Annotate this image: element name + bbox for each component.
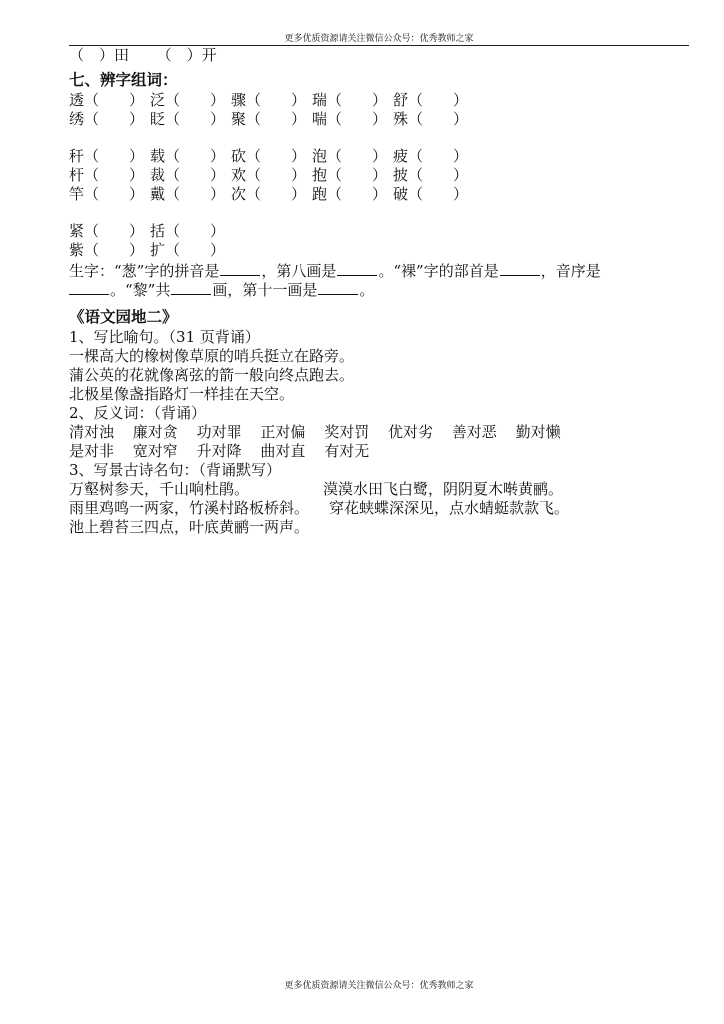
simile-line: 北极星像盏指路灯一样挂在天空。	[69, 385, 295, 403]
poem-line: 漠漠水田飞白鹭，阴阴夏木啭黄鹂。	[323, 480, 564, 498]
antonym-row-1	[69, 423, 691, 442]
poem-line: 万壑树参天，千山响杜鹃。	[69, 480, 250, 498]
page-header: 更多优质资源请关注微信公众号：优秀教师之家	[284, 34, 474, 44]
poem-line: 雨里鸡鸣一两家，竹溪村路板桥斜。	[69, 499, 310, 517]
word-cell: 舒（ ）	[393, 91, 469, 109]
word-cell: 裁（ ）	[150, 166, 226, 184]
word-cell: 骤（ ）	[231, 91, 307, 109]
answer-blank[interactable]	[500, 260, 540, 276]
word-row	[69, 166, 691, 185]
shengzi-question-line1	[69, 260, 691, 279]
yuanwen-title: 《语文园地二》	[69, 308, 178, 326]
answer-blank[interactable]	[220, 260, 260, 276]
word-group-2	[69, 147, 691, 204]
antonym-pair: 宽对窄	[132, 442, 178, 460]
antonym-pair: 奖对罚	[324, 423, 370, 441]
shengzi-text: 生字：“葱”字的拼音是	[69, 262, 220, 280]
antonym-pair: 是对非	[69, 442, 115, 460]
word-cell: 破（ ）	[393, 185, 469, 203]
top-fill-line	[69, 46, 691, 65]
item2-title: 2、反义词：（背诵）	[69, 404, 207, 422]
poem-row-1	[69, 480, 691, 499]
word-cell: 载（ ）	[150, 147, 226, 165]
worksheet-content	[69, 46, 691, 537]
antonym-row-2	[69, 442, 691, 461]
antonym-pair: 功对罪	[196, 423, 242, 441]
word-cell: 欢（ ）	[231, 166, 307, 184]
poem-row-3: 池上碧苔三四点，叶底黄鹂一两声。	[69, 518, 310, 536]
answer-blank[interactable]	[337, 260, 377, 276]
word-cell: 扩（ ）	[150, 241, 226, 259]
fill-tian: （ ）田	[69, 46, 130, 64]
word-cell: 喘（ ）	[312, 110, 388, 128]
item3-title: 3、写景古诗名句：（背诵默写）	[69, 461, 282, 479]
word-row	[69, 185, 691, 204]
word-cell: 透（ ）	[69, 91, 145, 109]
word-row	[69, 222, 691, 241]
word-cell: 杆（ ）	[69, 166, 145, 184]
word-group-1	[69, 91, 691, 129]
simile-line: 一棵高大的橡树像草原的哨兵挺立在路旁。	[69, 347, 355, 365]
word-cell: 跑（ ）	[312, 185, 388, 203]
word-cell: 括（ ）	[150, 222, 226, 240]
answer-blank[interactable]	[318, 279, 358, 295]
shengzi-text: 。	[359, 281, 375, 299]
antonym-pair: 升对降	[196, 442, 242, 460]
word-cell: 聚（ ）	[231, 110, 307, 128]
section7-title: 七、辨字组词：	[69, 71, 178, 89]
word-cell: 眨（ ）	[150, 110, 226, 128]
poem-row-2	[69, 499, 691, 518]
antonym-pair: 善对恶	[451, 423, 497, 441]
word-cell: 泛（ ）	[150, 91, 226, 109]
word-row	[69, 91, 691, 110]
simile-line: 蒲公英的花就像离弦的箭一般向终点跑去。	[69, 366, 355, 384]
shengzi-question-line2	[69, 279, 691, 298]
word-row	[69, 241, 691, 260]
item1-title: 1、写比喻句。（31 页背诵）	[69, 328, 260, 346]
word-cell: 秆（ ）	[69, 147, 145, 165]
poem-line: 穿花蛱蝶深深见，点水蜻蜓款款飞。	[329, 499, 570, 517]
word-cell: 紫（ ）	[69, 241, 145, 259]
word-cell: 披（ ）	[393, 166, 469, 184]
word-cell: 砍（ ）	[231, 147, 307, 165]
shengzi-text: ，第八画是	[261, 262, 337, 280]
shengzi-text: 。“黎”共	[110, 281, 171, 299]
antonym-pair: 有对无	[324, 442, 370, 460]
shengzi-text: 画，第十一画是	[212, 281, 318, 299]
fill-kai: （ ）开	[156, 46, 217, 64]
word-cell: 殊（ ）	[393, 110, 469, 128]
antonym-pair: 曲对直	[260, 442, 306, 460]
word-cell: 竿（ ）	[69, 185, 145, 203]
antonym-pair: 优对劣	[387, 423, 433, 441]
word-row	[69, 147, 691, 166]
shengzi-text: ，音序是	[540, 262, 601, 280]
word-cell: 次（ ）	[231, 185, 307, 203]
antonym-pair: 廉对贪	[132, 423, 178, 441]
antonym-pair: 正对偏	[260, 423, 306, 441]
word-cell: 疲（ ）	[393, 147, 469, 165]
word-row	[69, 110, 691, 129]
word-cell: 瑞（ ）	[312, 91, 388, 109]
answer-blank[interactable]	[69, 279, 109, 295]
antonym-pair: 勤对懒	[515, 423, 561, 441]
word-cell: 抱（ ）	[312, 166, 388, 184]
antonym-pair: 清对浊	[69, 423, 115, 441]
word-cell: 紧（ ）	[69, 222, 145, 240]
shengzi-text: 。“裸”字的部首是	[378, 262, 499, 280]
word-cell: 绣（ ）	[69, 110, 145, 128]
word-group-3	[69, 222, 691, 260]
word-cell: 泡（ ）	[312, 147, 388, 165]
answer-blank[interactable]	[171, 279, 211, 295]
word-cell: 戴（ ）	[150, 185, 226, 203]
page-footer: 更多优质资源请关注微信公众号：优秀教师之家	[284, 981, 474, 991]
